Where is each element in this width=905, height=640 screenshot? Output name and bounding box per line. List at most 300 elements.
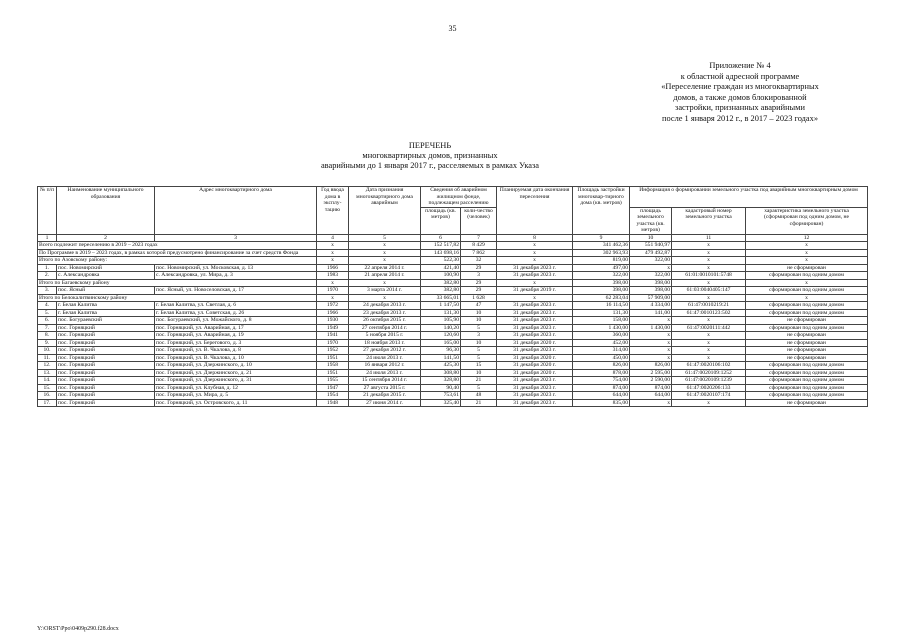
table-cell: 5 xyxy=(461,384,497,392)
table-cell: 452,00 xyxy=(573,339,630,347)
table-cell: x xyxy=(630,354,672,362)
table-cell: 3. xyxy=(38,287,57,295)
table-cell: 5 xyxy=(461,354,497,362)
table-cell: 158,00 xyxy=(573,317,630,325)
table-cell: 826,00 xyxy=(630,362,672,370)
table-cell: 27 декабря 2012 г. xyxy=(349,347,421,355)
table-cell: 1970 xyxy=(317,339,349,347)
total-value: 341 462,36 xyxy=(573,242,630,250)
table-cell: сформирован под одним домом xyxy=(746,392,868,400)
table-cell: 61:47:0020109:1252 xyxy=(672,369,746,377)
total-value: x xyxy=(317,279,349,287)
total-value: x xyxy=(672,257,746,265)
header-year: Год ввода дома в эксплу-тацию xyxy=(317,187,349,235)
table-cell: 61:47:0020109:1239 xyxy=(672,377,746,385)
table-cell: 165,00 xyxy=(421,339,461,347)
table-cell: 4. xyxy=(38,302,57,310)
table-cell: сформирован под одним домом xyxy=(746,302,868,310)
table-cell: 835,00 xyxy=(573,399,630,407)
table-cell: 10 xyxy=(461,369,497,377)
table-cell: 1941 xyxy=(317,332,349,340)
total-value: x xyxy=(349,279,421,287)
table-cell: сформирован под одним домом xyxy=(746,309,868,317)
table-cell: сформирован под одним домом xyxy=(746,362,868,370)
table-cell: сформирован под одним домом xyxy=(746,369,868,377)
table-cell: 1952 xyxy=(317,347,349,355)
total-value: 382,80 xyxy=(421,279,461,287)
table-cell: 24 июля 2013 г. xyxy=(349,354,421,362)
table-cell: сформирован под одним домом xyxy=(746,324,868,332)
header-address: Адрес многоквартирного дома xyxy=(155,187,317,235)
table-cell: не сформирован xyxy=(746,399,868,407)
table-cell: пос. Горняцкий, ул. Берегового, д. 3 xyxy=(155,339,317,347)
table-cell: 450,00 xyxy=(573,354,630,362)
table-cell: x xyxy=(672,399,746,407)
table-cell: пос. Горняцкий, ул. Аварийная, д. 19 xyxy=(155,332,317,340)
table-cell: пос. Богураевский xyxy=(57,317,155,325)
header-planned-date: Планируемая дата окончания переселения xyxy=(497,187,573,235)
table-cell: 878,00 xyxy=(573,369,630,377)
total-value: x xyxy=(317,294,349,302)
table-cell: 31 декабря 2023 г. xyxy=(497,347,573,355)
table-row xyxy=(38,384,868,392)
table-row xyxy=(38,264,868,272)
table-cell: 31 декабря 2023 г. xyxy=(497,377,573,385)
table-cell: 1958 xyxy=(317,362,349,370)
table-cell: 308,80 xyxy=(421,369,461,377)
header-land: Информация о формировании земельного участка под аварийным многоквартирным домом xyxy=(630,187,868,208)
table-cell: 16. xyxy=(38,392,57,400)
table-cell: 2. xyxy=(38,272,57,280)
table-row xyxy=(38,377,868,385)
table-cell: x xyxy=(630,264,672,272)
table-cell: г. Белая Калитва, ул. Светлая, д. 6 xyxy=(155,302,317,310)
table-cell: 5 xyxy=(461,347,497,355)
table-cell: 1972 xyxy=(317,302,349,310)
total-value: 1 628 xyxy=(461,294,497,302)
total-value: x xyxy=(746,294,868,302)
table-cell: 21 декабря 2015 г. xyxy=(349,392,421,400)
table-cell: 1954 xyxy=(317,392,349,400)
header-fund-area: площадь (кв. метров) xyxy=(421,207,461,234)
table-cell: не сформирован xyxy=(746,354,868,362)
table-cell: не сформирован xyxy=(746,339,868,347)
total-row xyxy=(38,294,868,302)
table-cell: 90,40 xyxy=(421,384,461,392)
column-number: 9 xyxy=(573,234,630,242)
table-cell: 754,00 xyxy=(573,377,630,385)
table-cell: 140,20 xyxy=(421,324,461,332)
header-fund: Сведения об аварийном жилищном фонде, подлежащем расселению xyxy=(421,187,497,208)
column-number: 6 xyxy=(421,234,461,242)
table-cell: 21 xyxy=(461,399,497,407)
table-cell: 644,00 xyxy=(630,392,672,400)
table-cell: x xyxy=(672,339,746,347)
table-cell: 1. xyxy=(38,264,57,272)
table-cell: 31 декабря 2023 г. xyxy=(497,392,573,400)
table-cell: 31 декабря 2023 г. xyxy=(497,384,573,392)
total-value: 33 665,01 xyxy=(421,294,461,302)
total-value: 322,00 xyxy=(630,257,672,265)
table-cell: пос. Горняцкий xyxy=(57,377,155,385)
table-cell: пос. Горняцкий xyxy=(57,339,155,347)
file-path-footer: Y:\ORST\Ppo\0409p290.f28.docx xyxy=(37,626,119,632)
total-value: 7 862 xyxy=(461,249,497,257)
total-value: 57 909,00 xyxy=(630,294,672,302)
table-cell: 15 xyxy=(461,362,497,370)
table-cell: 31 декабря 2023 г. xyxy=(497,317,573,325)
table-cell: 826,00 xyxy=(573,362,630,370)
table-cell: 1966 xyxy=(317,309,349,317)
table-cell: 325,40 xyxy=(421,399,461,407)
table-cell: с. Александровка xyxy=(57,272,155,280)
table-cell: 31 декабря 2023 г. xyxy=(497,324,573,332)
appendix-line: к областной адресной программе xyxy=(680,71,800,81)
total-value: x xyxy=(746,242,868,250)
table-cell: 1947 xyxy=(317,384,349,392)
table-cell: пос. Горняцкий, ул. Дзержинского, д. 10 xyxy=(155,362,317,370)
table-cell: 29 xyxy=(461,287,497,295)
total-value: x xyxy=(746,249,868,257)
total-label: По Программе в 2019 – 2023 годах, в рамках которой предусмотрено финансирование за счет средств Фонда xyxy=(38,249,317,257)
header-fund-count: коли-чество (человек) xyxy=(461,207,497,234)
table-cell: 31 декабря 2023 г. xyxy=(497,332,573,340)
total-label: Всего подлежит переселению в 2019 – 2023 годах xyxy=(38,242,317,250)
table-cell: 15. xyxy=(38,384,57,392)
total-value: 143 698,16 xyxy=(421,249,461,257)
total-row xyxy=(38,279,868,287)
table-cell: г. Белая Калитва xyxy=(57,309,155,317)
table-cell: x xyxy=(672,347,746,355)
table-cell: 21 апреля 2014 г. xyxy=(349,272,421,280)
table-cell: x xyxy=(672,332,746,340)
table-cell: 31 декабря 2020 г. xyxy=(497,362,573,370)
table-cell: 360,00 xyxy=(573,332,630,340)
total-value: x xyxy=(349,294,421,302)
heading-subtitle: аварийными до 1 января 2017 г., расселяемых в рамках Указа xyxy=(320,161,540,171)
table-cell: не сформирован xyxy=(746,317,868,325)
document-heading xyxy=(240,141,620,172)
table-cell: пос. Горняцкий xyxy=(57,332,155,340)
total-value: 29 xyxy=(461,279,497,287)
table-cell: 21 xyxy=(461,377,497,385)
table-cell: пос. Горняцкий, ул. Клубная, д. 12 xyxy=(155,384,317,392)
table-cell: пос. Горняцкий xyxy=(57,354,155,362)
table-row xyxy=(38,339,868,347)
table-cell: пос. Новомирский xyxy=(57,264,155,272)
table-cell: 22 апреля 2014 г. xyxy=(349,264,421,272)
column-number: 12 xyxy=(746,234,868,242)
table-cell: пос. Горняцкий, ул. В. Чкалова, д. 10 xyxy=(155,354,317,362)
table-cell: 131,30 xyxy=(421,309,461,317)
table-cell: пос. Новомирский, ул. Московская, д. 13 xyxy=(155,264,317,272)
table-cell: 874,00 xyxy=(630,384,672,392)
table-cell: 27 августа 2015 г. xyxy=(349,384,421,392)
appendix-line: «Переселение граждан из многоквартирных xyxy=(661,82,819,92)
table-cell: пос. Горняцкий, ул. Мира, д. 5 xyxy=(155,392,317,400)
column-number: 10 xyxy=(630,234,672,242)
table-cell: пос. Горняцкий, ул. Дзержинского, д. 21 xyxy=(155,369,317,377)
table-row xyxy=(38,287,868,295)
table-cell: 31 декабря 2020 г. xyxy=(497,369,573,377)
table-cell: 61:01:0010101:5748 xyxy=(672,272,746,280)
total-value: x xyxy=(672,279,746,287)
total-value: x xyxy=(746,279,868,287)
table-cell: 31 декабря 2019 г. xyxy=(497,287,573,295)
total-value: 522,30 xyxy=(421,257,461,265)
table-cell: x xyxy=(672,354,746,362)
table-row xyxy=(38,399,868,407)
table-cell: сформирован под одним домом xyxy=(746,377,868,385)
appendix-line: застройки, признанных аварийными xyxy=(675,103,805,113)
total-value: x xyxy=(497,294,573,302)
table-cell: 322,00 xyxy=(573,272,630,280)
table-row xyxy=(38,272,868,280)
table-cell: 131,30 xyxy=(573,309,630,317)
table-row xyxy=(38,317,868,325)
table-cell: 3 xyxy=(461,332,497,340)
table-cell: 314,00 xyxy=(573,347,630,355)
column-number: 8 xyxy=(497,234,573,242)
column-number: 4 xyxy=(317,234,349,242)
total-value: 302 963,93 xyxy=(573,249,630,257)
total-label: Итого по Багаевскому району xyxy=(38,279,317,287)
table-cell: 1 430,00 xyxy=(630,324,672,332)
table-row xyxy=(38,354,868,362)
table-cell: 1948 xyxy=(317,399,349,407)
column-number: 7 xyxy=(461,234,497,242)
heading-subtitle: многоквартирных домов, признанных xyxy=(362,151,498,161)
total-value: x xyxy=(349,242,421,250)
table-cell: 15 сентября 2014 г. xyxy=(349,377,421,385)
total-row xyxy=(38,249,868,257)
table-cell: x xyxy=(672,317,746,325)
total-value: 32 xyxy=(461,257,497,265)
table-cell: пос. Горняцкий xyxy=(57,362,155,370)
table-cell: 5. xyxy=(38,309,57,317)
table-cell: 61:47:0020111:442 xyxy=(672,324,746,332)
table-cell: пос. Горняцкий, ул. В. Чкалова, д. 8 xyxy=(155,347,317,355)
table-cell: пос. Горняцкий, ул. Аварийная, д. 17 xyxy=(155,324,317,332)
header-recognition-date: Дата признания многоквартирного дома аварийным xyxy=(349,187,421,235)
table-cell: пос. Горняцкий, ул. Островского, д. 11 xyxy=(155,399,317,407)
table-cell: 105,90 xyxy=(421,317,461,325)
table-cell: x xyxy=(672,264,746,272)
appendix-line: Приложение № 4 xyxy=(709,61,771,70)
table-cell: 398,00 xyxy=(630,287,672,295)
total-value: 152 517,82 xyxy=(421,242,461,250)
table-cell: x xyxy=(630,347,672,355)
header-built-area: Площадь застройки многоквар-тирного дома (кв. метров) xyxy=(573,187,630,235)
total-value: 819,00 xyxy=(573,257,630,265)
page-number: 35 xyxy=(448,24,457,33)
table-row xyxy=(38,362,868,370)
table-cell: 425,30 xyxy=(421,362,461,370)
table-header xyxy=(38,187,868,235)
table-cell: 10 xyxy=(461,339,497,347)
table-cell: 47 xyxy=(461,302,497,310)
table-cell: 24 декабря 2013 г. xyxy=(349,302,421,310)
table-cell: 1 147,50 xyxy=(421,302,461,310)
table-cell: сформирован под одним домом xyxy=(746,272,868,280)
table-cell: 61:47:0020206:133 xyxy=(672,384,746,392)
header-num: № п/п xyxy=(38,187,57,235)
table-cell: не сформирован xyxy=(746,332,868,340)
table-cell: 382,80 xyxy=(421,287,461,295)
total-value: x xyxy=(349,257,421,265)
table-cell: 13. xyxy=(38,369,57,377)
table-cell: 9. xyxy=(38,339,57,347)
table-cell: 328,80 xyxy=(421,377,461,385)
table-cell: 398,00 xyxy=(573,287,630,295)
table-row xyxy=(38,309,868,317)
column-number: 1 xyxy=(38,234,57,242)
table-cell: 31 декабря 2023 г. xyxy=(497,302,573,310)
total-row xyxy=(38,257,868,265)
table-cell: 1955 xyxy=(317,377,349,385)
table-row xyxy=(38,324,868,332)
table-row xyxy=(38,369,868,377)
total-value: x xyxy=(497,279,573,287)
table-cell: 11. xyxy=(38,354,57,362)
table-row xyxy=(38,332,868,340)
table-cell: 1 430,00 xyxy=(573,324,630,332)
table-cell: 26 октября 2015 г. xyxy=(349,317,421,325)
table-cell: 1970 xyxy=(317,287,349,295)
table-cell: 1949 xyxy=(317,324,349,332)
table-cell: пос. Ясный, ул. Новоселовская, д. 17 xyxy=(155,287,317,295)
table-cell: 644,00 xyxy=(573,392,630,400)
total-value: x xyxy=(672,242,746,250)
table-cell: 17. xyxy=(38,399,57,407)
table-cell: 18 ноября 2013 г. xyxy=(349,339,421,347)
table-cell: 31 декабря 2020 г. xyxy=(497,354,573,362)
table-cell: 10 xyxy=(461,309,497,317)
houses-table xyxy=(37,186,868,407)
table-cell: 141,50 xyxy=(421,354,461,362)
total-value: x xyxy=(317,242,349,250)
table-cell: 5 xyxy=(461,324,497,332)
table-cell: 3 марта 2014 г. xyxy=(349,287,421,295)
table-row xyxy=(38,302,868,310)
table-cell: 14. xyxy=(38,377,57,385)
table-cell: 6. xyxy=(38,317,57,325)
total-value: 479 492,87 xyxy=(630,249,672,257)
table-cell: x xyxy=(630,339,672,347)
table-cell: 1983 xyxy=(317,272,349,280)
table-cell: не сформирован xyxy=(746,347,868,355)
table-body xyxy=(38,234,868,407)
appendix-line: после 1 января 2012 г., в 2017 – 2023 годах» xyxy=(661,113,819,123)
heading-title: ПЕРЕЧЕНЬ xyxy=(408,141,452,150)
total-value: 398,00 xyxy=(630,279,672,287)
table-cell: 48 xyxy=(461,392,497,400)
total-value: 398,00 xyxy=(573,279,630,287)
table-cell: x xyxy=(630,317,672,325)
table-cell: 1930 xyxy=(317,317,349,325)
total-value: x xyxy=(672,249,746,257)
header-land-area: площадь земельного участка (кв. метров) xyxy=(630,207,672,234)
table-cell: 421,40 xyxy=(421,264,461,272)
table-cell: пос. Горняцкий xyxy=(57,399,155,407)
header-characteristic: характеристика земельного участка (сформирован под одним домом, не сформирован) xyxy=(746,207,868,234)
table-cell: пос. Горняцкий, ул. Дзержинского, д. 31 xyxy=(155,377,317,385)
total-value: x xyxy=(497,242,573,250)
table-cell: 31 декабря 2023 г. xyxy=(497,399,573,407)
total-value: 8 429 xyxy=(461,242,497,250)
table-cell: пос. Ясный xyxy=(57,287,155,295)
table-cell: пос. Горняцкий xyxy=(57,324,155,332)
table-cell: x xyxy=(630,399,672,407)
table-cell: г. Белая Калитва, ул. Советская, д. 26 xyxy=(155,309,317,317)
table-cell: пос. Горняцкий xyxy=(57,384,155,392)
total-value: x xyxy=(349,249,421,257)
table-cell: 16 114,50 xyxy=(573,302,630,310)
table-cell: 29 xyxy=(461,264,497,272)
total-value: 62 283,04 xyxy=(573,294,630,302)
table-cell: 753,61 xyxy=(421,392,461,400)
total-value: x xyxy=(317,257,349,265)
total-label: Итого по Белокалитвинскому району xyxy=(38,294,317,302)
total-row xyxy=(38,242,868,250)
table-cell: 3 xyxy=(461,272,497,280)
table-cell: 23 декабря 2013 г. xyxy=(349,309,421,317)
table-cell: 27 июня 2014 г. xyxy=(349,399,421,407)
total-value: x xyxy=(746,257,868,265)
table-cell: 4 334,00 xyxy=(630,302,672,310)
column-number: 11 xyxy=(672,234,746,242)
table-cell: не сформирован xyxy=(746,264,868,272)
table-cell: 1966 xyxy=(317,264,349,272)
header-municipality: Наименование муниципального образования xyxy=(57,187,155,235)
table-cell: x xyxy=(630,332,672,340)
table-cell: 31 декабря 2020 г. xyxy=(497,339,573,347)
table-cell: 10 xyxy=(461,317,497,325)
table-cell: 61:47:0020106:102 xyxy=(672,362,746,370)
table-cell: 31 декабря 2023 г. xyxy=(497,309,573,317)
table-cell: сформирован под одним домом xyxy=(746,384,868,392)
table-cell: 27 сентября 2014 г. xyxy=(349,324,421,332)
total-value: x xyxy=(672,294,746,302)
table-cell: 141,00 xyxy=(630,309,672,317)
column-number: 3 xyxy=(155,234,317,242)
appendix-line: домов, а также домов блокированной xyxy=(673,92,807,102)
table-cell: 1951 xyxy=(317,369,349,377)
table-cell: 61:47:0020107:174 xyxy=(672,392,746,400)
table-cell: 497,00 xyxy=(573,264,630,272)
column-number-row xyxy=(38,234,868,242)
column-number: 2 xyxy=(57,234,155,242)
table-cell: 96,30 xyxy=(421,347,461,355)
table-cell: 8. xyxy=(38,332,57,340)
table-cell: пос. Горняцкий xyxy=(57,369,155,377)
table-cell: 10. xyxy=(38,347,57,355)
table-cell: с. Александровка, ул. Мира, д. 3 xyxy=(155,272,317,280)
header-cadastral: кадастровый номер земельного участка xyxy=(672,207,746,234)
table-cell: 874,00 xyxy=(573,384,630,392)
table-cell: 1951 xyxy=(317,354,349,362)
table-row xyxy=(38,392,868,400)
table-cell: 100,90 xyxy=(421,272,461,280)
table-cell: 24 июля 2013 г. xyxy=(349,369,421,377)
table-cell: 31 декабря 2023 г. xyxy=(497,264,573,272)
total-value: x xyxy=(317,249,349,257)
table-cell: пос. Горняцкий xyxy=(57,392,155,400)
table-cell: 61:47:0010219:21 xyxy=(672,302,746,310)
total-value: x xyxy=(497,257,573,265)
table-cell: 5 ноября 2015 г. xyxy=(349,332,421,340)
total-value: x xyxy=(497,249,573,257)
